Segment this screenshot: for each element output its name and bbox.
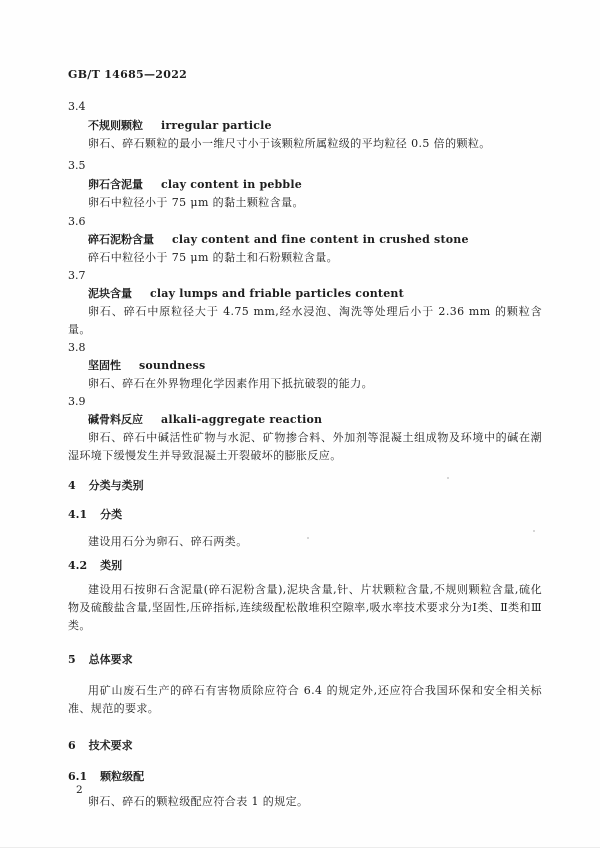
term-zh: 碎石泥粉含量 [88,233,154,246]
term-zh: 碱骨料反应 [88,413,143,426]
section-number: 5 [68,653,76,666]
clause-number-3-4: 3.4 [68,100,86,113]
section-body-4-2: 建设用石按卵石含泥量(碎石泥粉含量),泥块含量,针、片状颗粒含量,不规则颗粒含量,硫化物及硫酸盐含量,坚固性,压碎指标,连续级配松散堆积空隙率,吸水率技术要求分为Ⅰ类、Ⅱ类和Ⅲ类。 [68,583,542,632]
page-number: 2 [76,784,83,796]
term-en: alkali-aggregate reaction [161,413,323,426]
section-number: 4.2 [68,559,88,572]
section-heading-4 [68,477,542,495]
section-number: 4 [68,479,76,492]
section-heading-6 [68,737,542,755]
section-title: 分类与类别 [88,479,144,492]
clause-number-3-5: 3.5 [68,159,86,172]
section-body-5: 用矿山废石生产的碎石有害物质除应符合 6.4 的规定外,还应符合我国环保和安全相关标准、规范的要求。 [68,684,542,715]
section-title: 颗粒级配 [100,770,145,783]
term-definition-3-5: 卵石中粒径小于 75 μm 的黏土颗粒含量。 [88,196,304,209]
section-heading-4-2 [68,557,542,575]
section-title: 类别 [100,559,123,572]
term-heading-3-4 [88,117,542,135]
scan-speckle [307,537,309,539]
term-en: clay content and fine content in crushed stone [172,233,469,246]
term-definition-3-9: 卵石、碎石中碱活性矿物与水泥、矿物掺合料、外加剂等混凝土组成物及环境中的碱在潮湿环境下缓慢发生并导致混凝土开裂破坏的膨胀反应。 [68,431,542,462]
term-heading-3-6 [88,231,542,249]
section-body-6-1: 卵石、碎石的颗粒级配应符合表 1 的规定。 [88,795,309,808]
section-number: 6.1 [68,770,88,783]
term-definition-3-6: 碎石中粒径小于 75 μm 的黏土和石粉颗粒含量。 [88,251,339,264]
term-heading-3-9 [88,411,542,429]
term-en: clay content in pebble [161,178,302,191]
scan-speckle [533,530,535,532]
clause-number-3-8: 3.8 [68,341,86,354]
term-definition-3-8: 卵石、碎石在外界物理化学因素作用下抵抗破裂的能力。 [88,377,373,390]
term-definition-3-7: 卵石、碎石中原粒径大于 4.75 mm,经水浸泡、淘洗等处理后小于 2.36 mm 的颗粒含量。 [68,305,542,336]
term-en: soundness [139,359,206,372]
term-en: clay lumps and friable particles content [150,287,404,300]
section-title: 技术要求 [88,739,133,752]
clause-number-3-7: 3.7 [68,269,86,282]
standard-number-header: GB/T 14685—2022 [68,68,188,81]
clause-number-3-6: 3.6 [68,215,86,228]
section-title: 总体要求 [88,653,133,666]
section-heading-6-1 [68,768,542,786]
section-number: 4.1 [68,508,88,521]
term-definition-3-4: 卵石、碎石颗粒的最小一维尺寸小于该颗粒所属粒级的平均粒径 0.5 倍的颗粒。 [88,137,491,150]
scan-speckle [447,477,449,479]
term-heading-3-8 [88,357,542,375]
term-en: irregular particle [161,119,272,132]
term-zh: 泥块含量 [88,287,132,300]
term-heading-3-7 [88,285,542,303]
term-heading-3-5 [88,176,542,194]
term-zh: 不规则颗粒 [88,119,143,132]
clause-number-3-9: 3.9 [68,395,86,408]
section-heading-4-1 [68,506,542,524]
section-title: 分类 [100,508,123,521]
term-zh: 坚固性 [88,359,121,372]
section-number: 6 [68,739,76,752]
section-body-4-1: 建设用石分为卵石、碎石两类。 [88,535,248,548]
term-zh: 卵石含泥量 [88,178,143,191]
section-heading-5 [68,651,542,669]
